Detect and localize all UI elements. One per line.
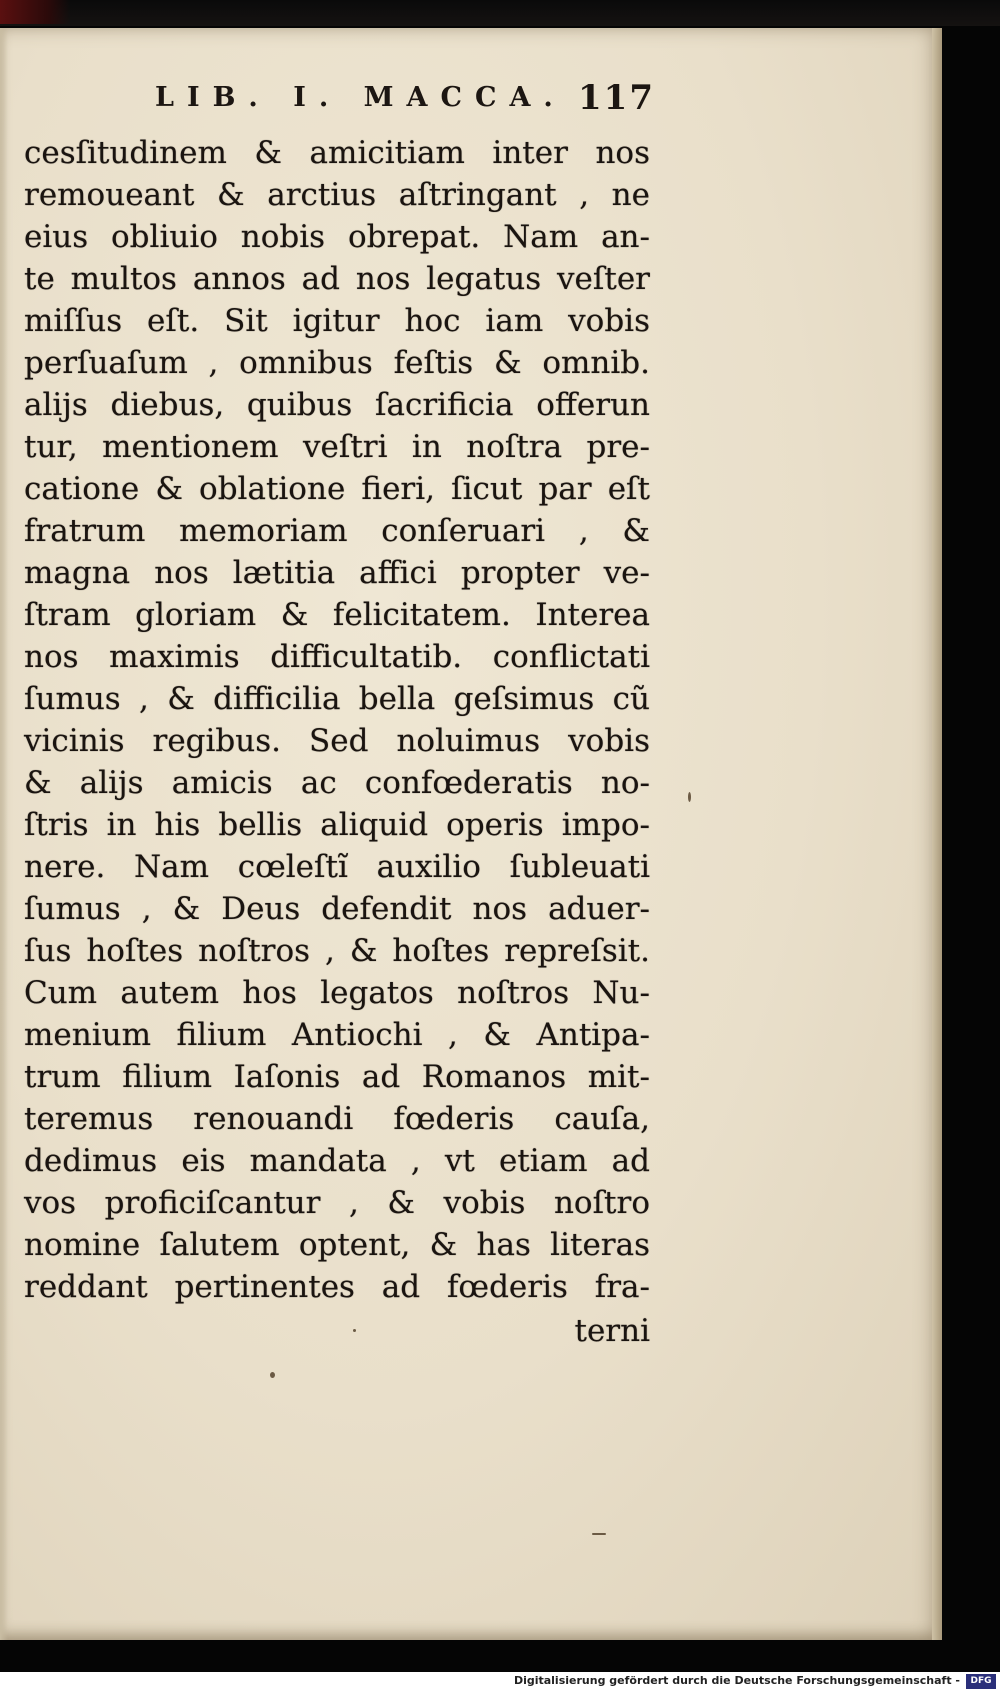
text-line: ſtris in his bellis aliquid operis impo- (24, 807, 650, 843)
text-line: fratrum memoriam conſeruari , & (24, 513, 650, 549)
text-line: nos maximis difficultatib. conflictati (24, 639, 650, 675)
text-line: menium filium Antiochi , & Antipa- (24, 1017, 650, 1053)
text-line: magna nos lætitia affici propter ve- (24, 555, 650, 591)
text-line: catione & oblatione fieri, ſicut par eſt (24, 471, 650, 507)
text-line: nomine ſalutem optent, & has literas (24, 1227, 650, 1263)
text-line: ſus hoſtes noſtros , & hoſtes repreſsit. (24, 933, 650, 969)
page-gutter-shadow (0, 28, 8, 1640)
text-line: Cum autem hos legatos noſtros Nu- (24, 975, 650, 1011)
text-line: & alijs amicis ac confœderatis no- (24, 765, 650, 801)
text-line: miſſus eſt. Sit igitur hoc iam vobis (24, 303, 650, 339)
funding-credit: Digitalisierung gefördert durch die Deutsche Forschungsgemeinschaft - (513, 1674, 960, 1687)
text-line: vos proficiſcantur , & vobis noſtro (24, 1185, 650, 1221)
text-line: nere. Nam cœleſtĩ auxilio ſubleuati (24, 849, 650, 885)
text-line: te multos annos ad nos legatus veſter (24, 261, 650, 297)
binding-mark (0, 0, 70, 24)
paper-speck (353, 1329, 356, 1332)
text-line: eius obliuio nobis obrepat. Nam an- (24, 219, 650, 255)
paper-speck (688, 792, 691, 802)
text-line: ſumus , & difficilia bella geſsimus cũ (24, 681, 650, 717)
paper-speck (592, 1533, 606, 1535)
running-head: LIB. I. MACCA. (155, 82, 566, 113)
dfg-logo: DFG (966, 1674, 996, 1689)
text-line: perſuaſum , omnibus feſtis & omnib. (24, 345, 650, 381)
text-line: reddant pertinentes ad fœderis fra- (24, 1269, 650, 1305)
page-number: 117 (578, 78, 655, 118)
text-line: teremus renouandi fœderis cauſa, (24, 1101, 650, 1137)
text-line: vicinis regibus. Sed noluimus vobis (24, 723, 650, 759)
page-header (155, 78, 655, 126)
scan-top-edge (0, 0, 1000, 26)
catchword: terni (574, 1313, 650, 1349)
digitization-footer (0, 1672, 1000, 1692)
text-line: dedimus eis mandata , vt etiam ad (24, 1143, 650, 1179)
text-line: ſtram gloriam & felicitatem. Interea (24, 597, 650, 633)
paper-speck (270, 1372, 275, 1378)
text-line: ſumus , & Deus defendit nos aduer- (24, 891, 650, 927)
text-line: trum filium Iaſonis ad Romanos mit- (24, 1059, 650, 1095)
text-line: remoueant & arctius aſtringant , ne (24, 177, 650, 213)
text-line: cesſitudinem & amicitiam inter nos (24, 135, 650, 171)
text-line: alijs diebus, quibus ſacrificia offerun (24, 387, 650, 423)
page-fore-edge (932, 28, 942, 1640)
text-line: tur, mentionem veſtri in noſtra pre- (24, 429, 650, 465)
body-text (24, 132, 650, 1308)
